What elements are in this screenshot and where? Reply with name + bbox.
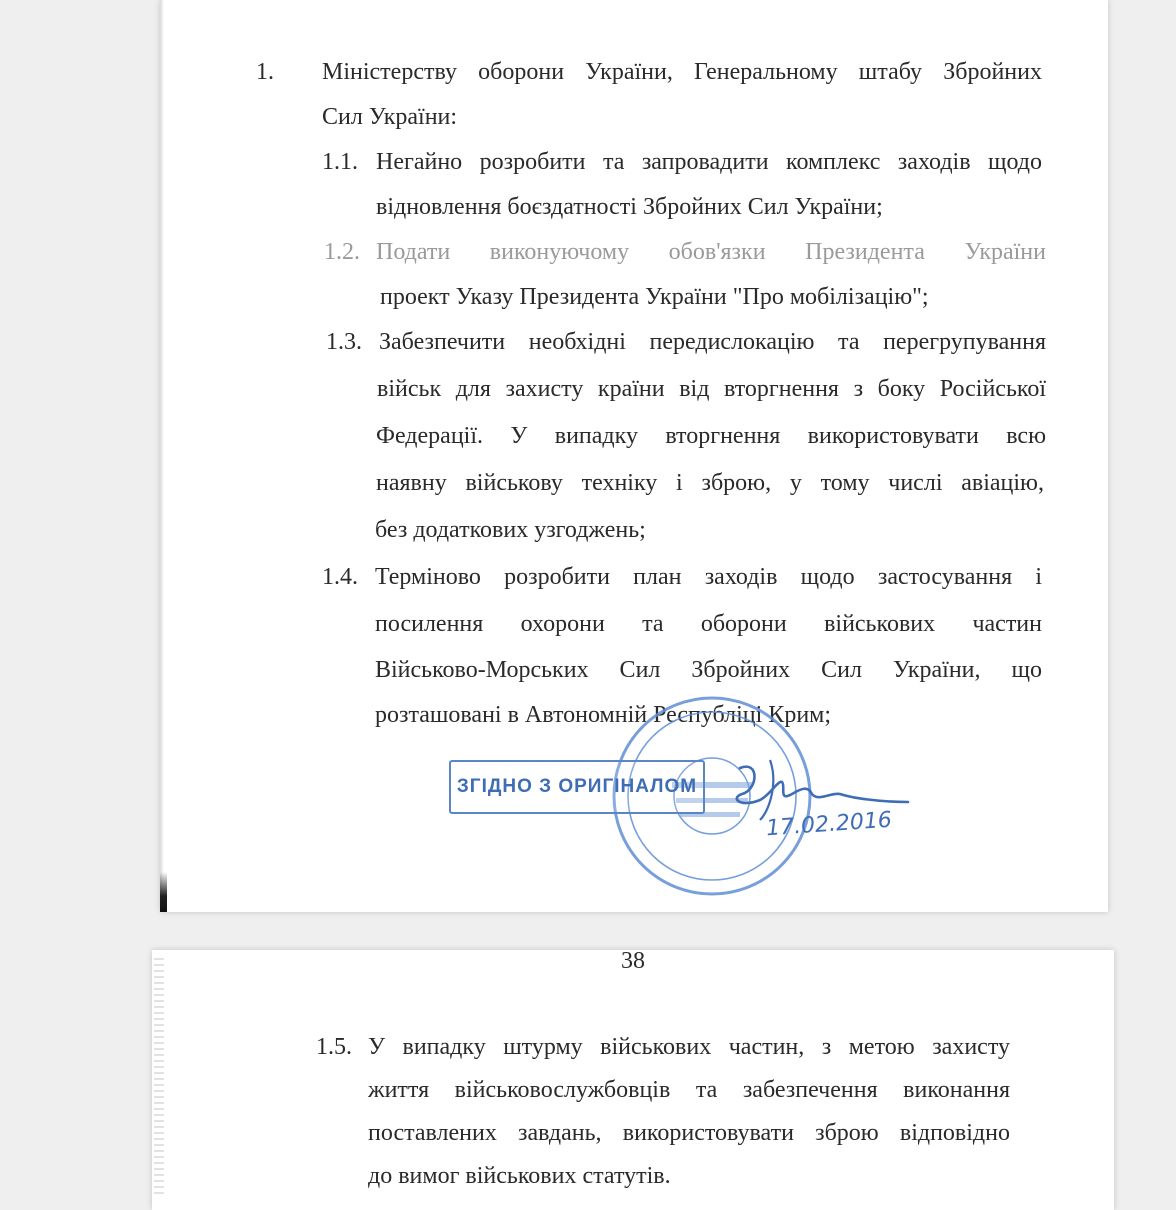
copy-stamp: ЗГІДНО З ОРИГІНАЛОМ bbox=[449, 760, 705, 814]
item-1-3-number: 1.3. bbox=[326, 329, 362, 355]
item-1-number: 1. bbox=[256, 59, 274, 85]
scan-edge-mark bbox=[160, 872, 167, 912]
scan-edge-speckle bbox=[154, 958, 164, 1198]
stamp-date: 17.02.2016 bbox=[765, 807, 893, 842]
item-1-2-text-line-2: проект Указу Президента України "Про мобілізацію"; bbox=[380, 284, 929, 310]
item-1-3-text-line-1: Забезпечити необхідні передислокацію та перегрупування bbox=[379, 329, 1046, 355]
item-1-4-text-line-3: Військово-Морських Сил Збройних Сил України, що bbox=[375, 657, 1042, 683]
item-1-1-number: 1.1. bbox=[322, 149, 358, 175]
item-1-5-text-line-4: до вимог військових статутів. bbox=[368, 1163, 671, 1189]
item-1-5-number: 1.5. bbox=[316, 1034, 352, 1060]
page-edge-shadow bbox=[160, 0, 164, 912]
item-1-2-number: 1.2. bbox=[324, 239, 360, 265]
document-page-2 bbox=[152, 950, 1114, 1210]
item-1-3-text-line-3: Федерації. У випадку вторгнення використовувати всю bbox=[376, 423, 1046, 449]
item-1-5-text-line-2: життя військовослужбовців та забезпечення виконання bbox=[368, 1077, 1010, 1103]
item-1-2-text-line-1: Подати виконуючому обов'язки Президента України bbox=[376, 239, 1046, 265]
item-1-4-number: 1.4. bbox=[322, 564, 358, 590]
item-1-4-text-line-2: посилення охорони та оборони військових частин bbox=[375, 611, 1042, 637]
item-1-4-text-line-1: Терміново розробити план заходів щодо застосування і bbox=[375, 564, 1042, 590]
item-1-3-text-line-5: без додаткових узгоджень; bbox=[375, 517, 646, 543]
item-1-text-line-2: Сил України: bbox=[322, 104, 458, 130]
item-1-5-text-line-3: поставлених завдань, використовувати зброю відповідно bbox=[368, 1120, 1010, 1146]
item-1-1-text-line-2: відновлення боєздатності Збройних Сил України; bbox=[376, 194, 883, 220]
page-number: 38 bbox=[621, 950, 645, 974]
item-1-text-line-1: Міністерству оборони України, Генеральному штабу Збройних bbox=[322, 59, 1042, 85]
item-1-5-text-line-1: У випадку штурму військових частин, з метою захисту bbox=[368, 1034, 1010, 1060]
item-1-1-text-line-1: Негайно розробити та запровадити комплекс заходів щодо bbox=[376, 149, 1042, 175]
item-1-4-text-line-4: розташовані в Автономній Республіці Крим; bbox=[375, 702, 832, 728]
item-1-3-text-line-2: військ для захисту країни від вторгнення з боку Російської bbox=[377, 376, 1046, 402]
item-1-3-text-line-4: наявну військову техніку і зброю, у тому числі авіацію, bbox=[376, 470, 1044, 496]
